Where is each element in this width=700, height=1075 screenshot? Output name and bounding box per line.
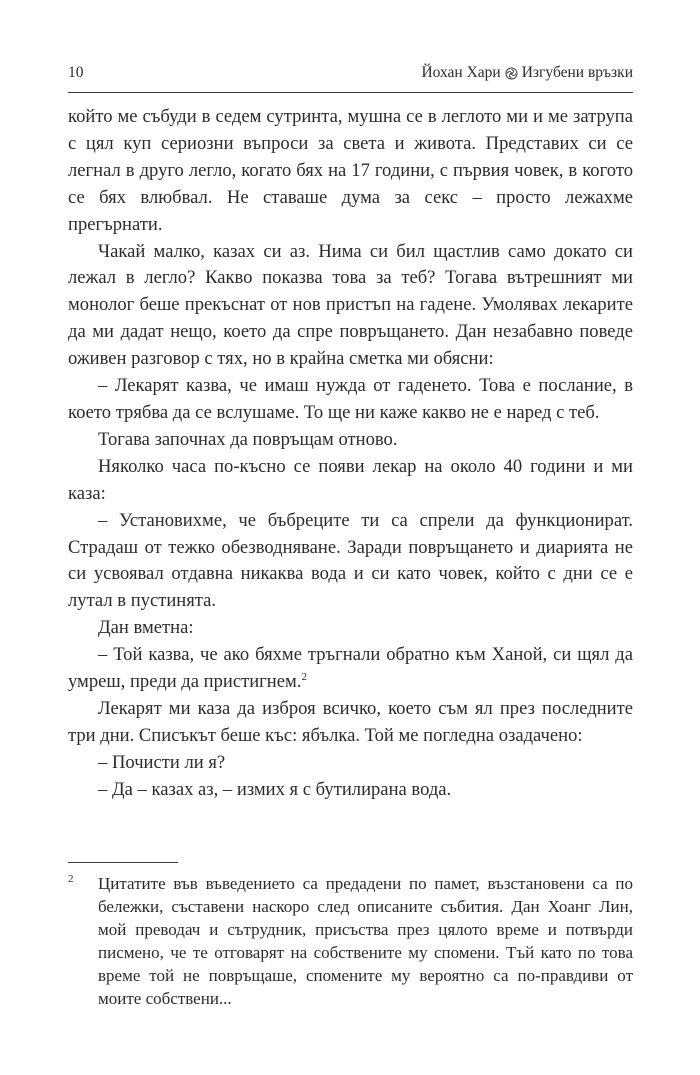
paragraph xyxy=(68,642,633,696)
paragraph xyxy=(68,454,633,508)
paragraph xyxy=(68,239,633,374)
footnote-body: 2 Цитатите във въведението са предадени по памет, възстановени са по бележки, съставени наскоро след описаните събития. Дан Хоанг Лин, мой преводач и сътрудник, присъства през цялото време и потвърди писмено, че те отговарят на собствените му спомени. Тъй като по това време той не повръщаше, спомените му вероятно са по-правдиви от моите собствени... xyxy=(68,873,633,1008)
paragraph-text: – Той казва, че ако бяхме тръгнали обратно към Ханой, си щял да умреш, преди да пристигнем. xyxy=(68,644,633,693)
paragraph-text: Тогава започнах да повръщам отново. xyxy=(98,428,398,450)
paragraph xyxy=(68,615,633,642)
footnote-reference[interactable]: 2 xyxy=(301,670,307,683)
paragraph-text: който ме събуди в седем сутринта, мушна се в леглото ми и ме затрупа с цял куп сериозни въпроси за света и живота. Представих си се легнал в друго легло, когато бях на 17 години, с първия човек, в когото се бях влюбвал. Не ставаше дума за секс – просто лежахме прегърнати. xyxy=(68,106,633,235)
paragraph xyxy=(68,427,633,454)
paragraph-text: Лекарят ми каза да изброя всичко, което съм ял през последните три дни. Списъкът беше къс: ябълка. Той ме погледна озадачено: xyxy=(68,697,633,746)
running-head-title xyxy=(421,64,633,82)
paragraph xyxy=(68,373,633,427)
paragraph xyxy=(68,750,633,777)
header-rule xyxy=(68,92,633,93)
paragraph xyxy=(68,777,633,804)
book-title: Изгубени връзки xyxy=(521,64,633,81)
paragraph xyxy=(68,696,633,750)
paragraph-text: – Установихме, че бъбреците ти са спрели да функционират. Страдаш от тежко обезводняване. Заради повръщането и диарията не си усвоявал отдавна никаква вода и си като човек, който с дни се е лутал в пустинята. xyxy=(68,509,633,612)
book-page xyxy=(68,0,633,1075)
footnote-text: Цитатите във въведението са предадени по памет, възстановени са по бележки, съставени наскоро след описаните събития. Дан Хоанг Лин, мой преводач и сътрудник, присъства през цялото време и потвърди писмено, че те отговарят на собствените му спомени. Тъй като по това време той не повръщаше, спомените му вероятно са по-правдиви от моите собствени... xyxy=(98,874,633,1008)
footnote xyxy=(68,872,633,1010)
paragraph-text: Няколко часа по-късно се появи лекар на около 40 години и ми каза: xyxy=(68,455,633,504)
author-name: Йохан Хари xyxy=(421,64,501,81)
paragraph xyxy=(68,508,633,616)
paragraph-text: – Лекарят казва, че имаш нужда от гаденето. Това е послание, в което трябва да се вслушаме. То ще ни каже какво не е наред с теб. xyxy=(68,375,633,423)
body-text xyxy=(68,104,633,804)
footnote-rule xyxy=(68,862,178,863)
page-number: 10 xyxy=(68,64,84,81)
swirl-ornament-icon xyxy=(505,67,518,80)
paragraph-text: – Да – казах аз, – измих я с бутилирана вода. xyxy=(98,778,452,800)
paragraph-text: – Почисти ли я? xyxy=(98,751,226,773)
paragraph-text: Чакай малко, казах си аз. Нима си бил щастлив само докато си лежал в легло? Какво показва това за теб? Тогава вътрешният ми монолог беше прекъснат от нов пристъп на гадене. Умолявах лекарите да ми дадат нещо, което да спре повръщането. Дан незабавно поведе оживен разговор с тях, но в крайна сметка ми обясни: xyxy=(68,240,633,370)
paragraph xyxy=(68,104,633,239)
paragraph-text: Дан вметна: xyxy=(98,617,194,639)
running-head xyxy=(68,64,633,86)
